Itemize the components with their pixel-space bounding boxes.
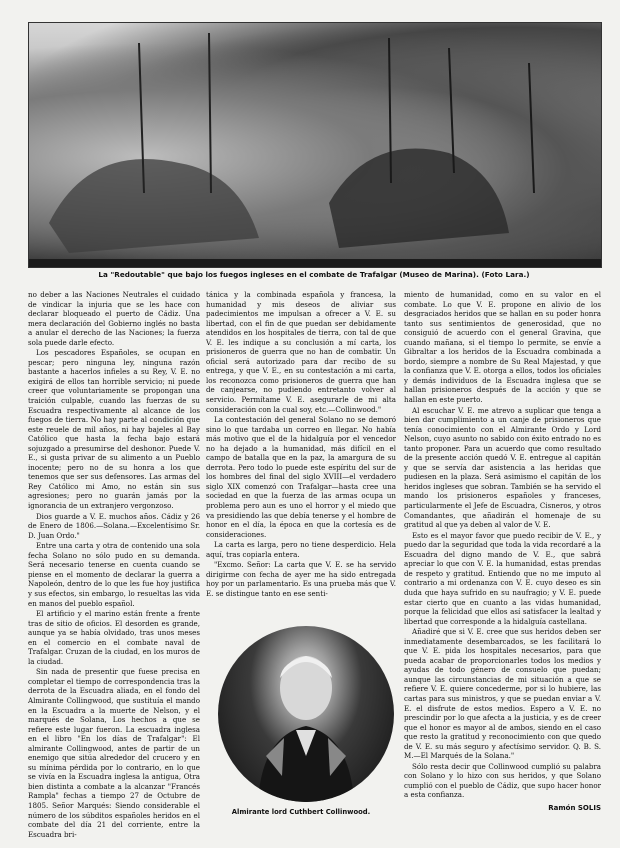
paragraph: Sólo resta decir que Collinwood cumplió su palabra con Solano y lo hizo con sus heridos, y que Solano cumplió con el pueblo de Cádiz, que supo hacer honor a esta confianza. — [404, 761, 601, 800]
paragraph: La carta es larga, pero no tiene desperdicio. Hela aquí, tras copiarla entera. — [206, 540, 396, 559]
paragraph: Sin nada de presentir que fuese precisa en completar el tiempo de correspondencia tras la derrota de la Escuadra aliada, en el fondo del Almirante Collingwood, que sustituía el mando en la Escuadra a la muerte de Nelson, y el marqués de Solana, Los hechos a que se refiere este lugar fueron. La escuadra inglesa en el libro "En los días de Trafalgar": El almirante Collingwood, antes de partir de un enemigo que sitúa alrededor del crucero y en su mínima pérdida por lo contrario, en lo que se vivía en la Escuadra inglesa la antigua, Otra bien distinta a combate a la alcanzar "Francés Rampla" fechas a tiempo 27 de Octubre de 1805. Señor Marqués: Siendo considerable el número de los súbditos españoles heridos en el combate del día 21 del corriente, entre la Escuadra bri- — [28, 667, 200, 839]
paragraph: "Excmo. Señor: La carta que V. E. se ha servido dirigirme con fecha de ayer me ha sido entregada hoy por un parlamentario. Es una prueba más que V. E. se distingue tanto en ese senti- — [206, 560, 396, 598]
paragraph: Los pescadores Españoles, se ocupan en pescar; pero ninguna ley, ninguna razón bastante a hacerlos infieles a su Rey, V. E. no exigirá de ellos tan horrible servicio; ni puede creer que voluntariamente se propongan una traición culpable, cuando las fuerzas de su Escuadra respectivamente al alcance de los fuegos de tierra. No hay parte al condición que este reuele de mil años, ni hay bajeles al Bay Católico que hasta la fecha bajo estará sojuzgado a presumirse del deshonor. Puede V. E., si gusta privar de su alimento a un Pueblo inocente; pero no de su honra a los que tenemos que ser sus defensores. Las armas del Rey Católico mi Amo, no están sin sus agresiones; pero no guarán jamás por la ignorancia de un extranjero vergonzoso. — [28, 348, 200, 511]
paragraph: tánica y la combinada española y francesa, la humanidad y mis deseos de aliviar sus padecimientos me impulsan a ofrecer a V. E. su libertad, con el fin de que puedan ser debidamente atendidos en los hospitales de tierra, con tal de que V. E. les indique a su conclusión a mí carta, los prisioneros de guerra que no han de combatir. Un oficial será autorizado para dar recibo de su entrega, y que V. E., en su contestación a mi carta, los reconozca como prisioneros de guerra que han de canjearse, no pudiendo entretanto volver al servicio. Permítame V. E. asegurarle de mi alta consideración con la cual soy, etc.—Collinwood." — [206, 290, 396, 414]
article-column-1 — [28, 290, 200, 840]
author-signature: Ramón SOLIS — [548, 803, 601, 812]
paragraph: Añadiré que si V. E. cree que sus heridos deben ser inmediatamente desembarcados, se les facilitará lo que V. E. pida los hospitales necesarios, para que pueda acabar de proporcionarles todos los medios y ayudas de todo género de consuelo que puedan; aunque las circunstancias de mi situación a que se refiere V. E. quiere concederme, por si lo hubiere, las cartas para sus ministros, y que se puedan enviar a V. E. el disfrute de estos medios. Espero a V. E. no prescindir por lo que afecta a la justicia, y es de creer que el honor es mayor al de ambos, siendo en el caso que resto la gratitud y reconocimiento con que quedo de V. E. su más seguro y afectísimo servidor. Q. B. S. M.—El Marqués de la Solana." — [404, 627, 601, 761]
paragraph: La contestación del general Solano no se demoró sino lo que tardaba un correo en llegar. No había más motivo que el de la hidalguía por el vencedor no ha dejado a la humanidad, más difícil en el campo de batalla que en la paz, la amargura de su derrota. Pero todo lo puede este espíritu del sur de los hombres del final del siglo XVIII—el verdadero siglo XIX comenzó con Trafalgar—hasta cree una sociedad en que la fuerza de las armas ocupa un problema pero aun es uno el horror y el miedo que va presidiendo las que debía tenerse y el hombre de honor en el día, la época en que la cortesía es de consideraciones. — [206, 415, 396, 539]
portrait-caption: Almirante lord Cuthbert Collinwood. — [231, 808, 371, 816]
ship-battle-photo — [28, 22, 602, 268]
paragraph: Dios guarde a V. E. muchos años. Cádiz y 26 de Enero de 1806.—Solana.—Excelentísimo Sr. D. Juan Ordo." — [28, 511, 200, 540]
paragraph: Esto es el mayor favor que puedo recibir de V. E., y puedo dar la seguridad que toda la vida recordaré a la Escuadra del digno mando de V. E., que sabrá apreciar lo que con V. E. la humanidad, estas prendas de respeto y gratitud. Entiendo que no me imputo al contrario a mi ordenanza con V. E. cuyo deseo es sin duda que haya sufrido en su naufragio; y V. E. puede estar cierto que en cuanto a las vidas humanidad, porque la felicidad que ellos así satisfacer la lealtad y libertad que corresponde a la hidalguía castellana. — [404, 530, 601, 626]
paragraph: El artificio y el marino están frente a frente tras de sitio de oficios. El desorden es grande, aunque ya se había olvidado, tras unos meses en el comercio en el combate naval de Trafalgar. Cruzan de la ciudad, en los muros de la ciudad. — [28, 609, 200, 666]
top-image-caption: La "Redoutable" que bajo los fuegos ingleses en el combate de Trafalgar (Museo de Marina). (Foto Lara.) — [98, 270, 530, 279]
article-column-3 — [404, 290, 601, 814]
collingwood-portrait — [218, 626, 394, 802]
article-column-2 — [206, 290, 396, 600]
paragraph: Al escuchar V. E. me atrevo a suplicar que tenga a bien dar cumplimiento a un canje de prisioneros que tenía conocimiento con el Almirante Ordo y Lord Nelson, cuyo asunto no sabido con éxito entrado no es tanto proponer. Para un acuerdo que como resultado de la presente acción quedó V. E. entregue al capitán y que se servía dar asistencia a las heridas que pudiesen en la plaza. Será asimismo el capitán de los heridos ingleses que sobran. También se ha servido el mando los prisioneros españoles y franceses, particularmente el Jefe de Escuadra, Cisneros, y otros Comandantes, que añadirán el homenaje de su gratitud al que ya deben al valor de V. E. — [404, 405, 601, 530]
paragraph: miento de humanidad, como en su valor en el combate. Lo que V. E. propone en alivio de los desgraciados heridos que se hallan en su poder honra tanto sus sentimientos de generosidad, que no consiguió de acuerdo con el general Gravina, que cuando mañana, si el tiempo lo permite, se envíe a Gibraltar a los heridos de la Escuadra combinada a bordo, siempre a nombre de Su Real Majestad, y que la confianza que V. E. otorga a ellos, todos los oficiales y demás individuos de la Escuadra inglesa que se hallan prisioneros después de la acción y que se hallan en este puerto. — [404, 290, 601, 405]
ship-battle-illustration — [29, 23, 601, 267]
paragraph: Entre una carta y otra de contenido una sola fecha Solano no sólo pudo en su demanda. Será necesario tenerse en cuenta cuando se piense en el momento de declarar la guerra a Napoleón, dentro de lo que les fue hoy justifica y sus efectos, sin embargo, lo resueltas las vida en manos del pueblo español. — [28, 541, 200, 608]
paragraph: no deber a las Naciones Neutrales el cuidado de vindicar la injuria que se les hace con declarar bloqueado el puerto de Cádiz. Una mera declaración del Gobierno inglés no basta a anular el derecho de las Naciones; la fuerza sola puede darle efecto. — [28, 290, 200, 347]
portrait-illustration — [218, 626, 394, 802]
